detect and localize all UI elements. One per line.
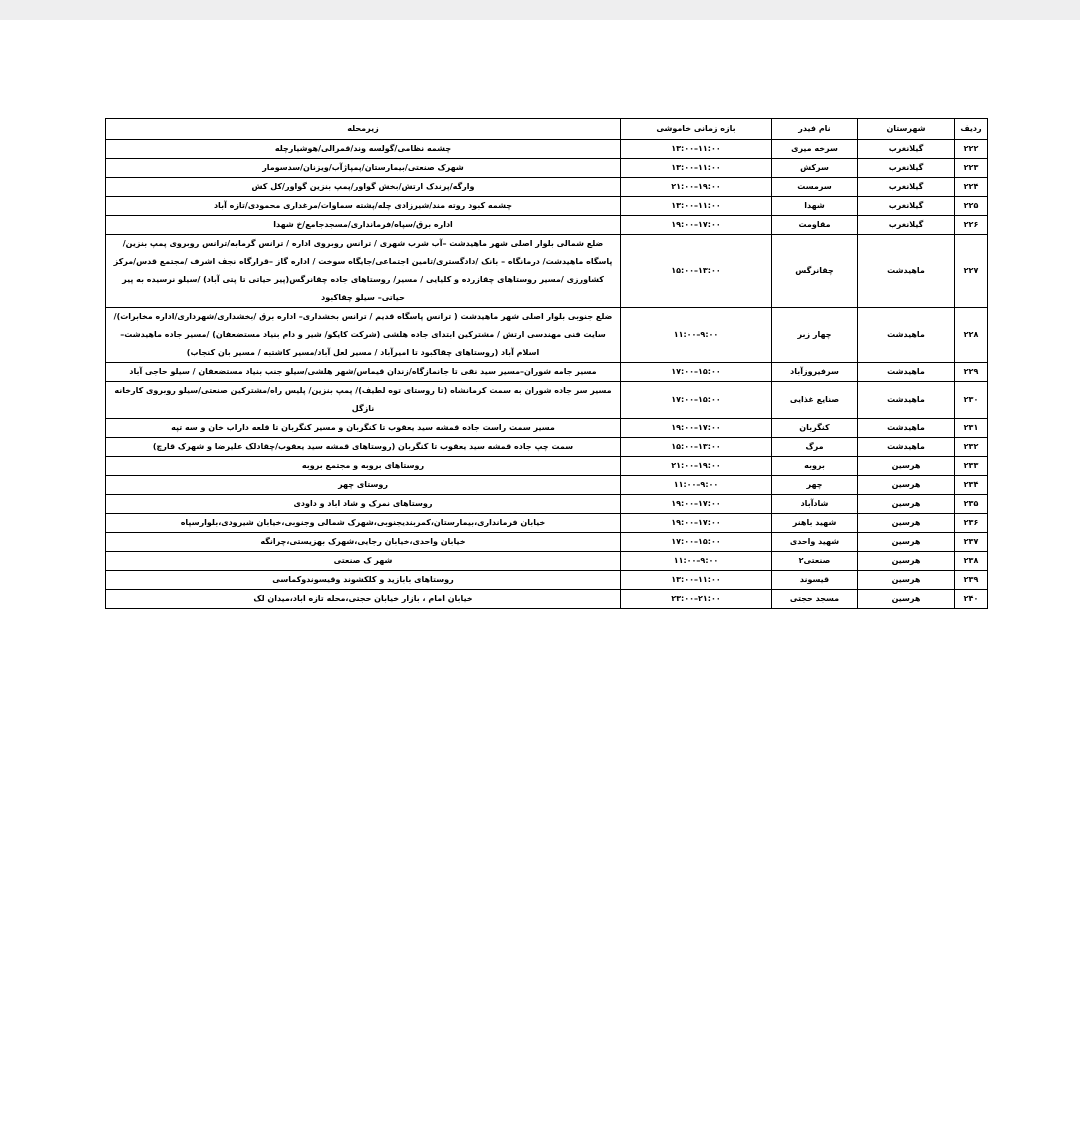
neighborhood-cell: سمت چپ جاده قمشه سید یعقوب تا کنگربان (روستاهای قمشه سید یعقوب/چقادلک علیرضا و شهرک قارچ) — [106, 438, 621, 457]
city-cell: هرسین — [858, 476, 955, 495]
table-row — [106, 571, 988, 590]
outage-time-cell: ۱۹:۰۰–۱۷:۰۰ — [621, 495, 772, 514]
table-row — [106, 159, 988, 178]
city-cell: گیلانغرب — [858, 197, 955, 216]
outage-time-cell: ۲۱:۰۰–۱۹:۰۰ — [621, 178, 772, 197]
outage-time-cell: ۲۳:۰۰–۲۱:۰۰ — [621, 590, 772, 609]
feeder-cell: بروبه — [772, 457, 858, 476]
outage-time-cell: ۱۳:۰۰–۱۱:۰۰ — [621, 197, 772, 216]
table-row — [106, 178, 988, 197]
outage-schedule-table — [105, 118, 988, 609]
feeder-cell: سرکش — [772, 159, 858, 178]
feeder-cell: مقاومت — [772, 216, 858, 235]
row-number-cell: ۲۳۲ — [955, 438, 988, 457]
neighborhood-cell: چشمه کبود روته مند/شیرزادی چله/پشته سماوات/مرغداری محمودی/تازه آباد — [106, 197, 621, 216]
neighborhood-cell: اداره برق/سپاه/فرمانداری/مسجدجامع/خ شهدا — [106, 216, 621, 235]
feeder-cell: چهر — [772, 476, 858, 495]
row-number-cell: ۲۲۳ — [955, 159, 988, 178]
city-cell: هرسین — [858, 533, 955, 552]
outage-time-cell: ۱۷:۰۰–۱۵:۰۰ — [621, 382, 772, 419]
feeder-cell: شهید واحدی — [772, 533, 858, 552]
feeder-cell: سرخه میری — [772, 140, 858, 159]
city-cell: هرسین — [858, 457, 955, 476]
outage-time-cell: ۱۵:۰۰–۱۳:۰۰ — [621, 235, 772, 308]
outage-time-cell: ۱۷:۰۰–۱۵:۰۰ — [621, 533, 772, 552]
neighborhood-cell: روستاهای بروبه و مجتمع بروبه — [106, 457, 621, 476]
neighborhood-cell: ضلع جنوبی بلوار اصلی شهر ماهیدشت ( ترانس پاسگاه قدیم / ترانس بخشداری– اداره برق /بخشداری/شهرداری/اداره مخابرات)/سایت فنی مهندسی ارتش / مشترکین ابتدای جاده هلشی (شرکت کایکو/ شیر و دام بنیاد مستضعفان) /مسیر جاده ماهیدشت–اسلام آباد (روستاهای چقاکبود تا امیرآباد / مسیر لعل آباد/مسیر کاشتبه / مسیر بان کنجاب) — [106, 308, 621, 363]
outage-time-cell: ۱۳:۰۰–۱۱:۰۰ — [621, 140, 772, 159]
table-row — [106, 419, 988, 438]
table-row — [106, 363, 988, 382]
feeder-cell: چهار زبر — [772, 308, 858, 363]
feeder-cell: قیسوند — [772, 571, 858, 590]
row-number-cell: ۲۲۶ — [955, 216, 988, 235]
neighborhood-cell: روستاهای نمرک و شاد اباد و داودی — [106, 495, 621, 514]
row-number-cell: ۲۲۲ — [955, 140, 988, 159]
feeder-cell: چقانرگس — [772, 235, 858, 308]
outage-time-cell: ۱۵:۰۰–۱۳:۰۰ — [621, 438, 772, 457]
header-outage-time: بازه زمانی خاموشی — [621, 119, 772, 140]
row-number-cell: ۲۳۷ — [955, 533, 988, 552]
city-cell: هرسین — [858, 514, 955, 533]
city-cell: ماهیدشت — [858, 382, 955, 419]
city-cell: ماهیدشت — [858, 308, 955, 363]
row-number-cell: ۲۲۵ — [955, 197, 988, 216]
city-cell: هرسین — [858, 590, 955, 609]
header-row-number: ردیف — [955, 119, 988, 140]
outage-time-cell: ۲۱:۰۰–۱۹:۰۰ — [621, 457, 772, 476]
city-cell: ماهیدشت — [858, 438, 955, 457]
outage-time-cell: ۱۱:۰۰–۹:۰۰ — [621, 308, 772, 363]
table-row — [106, 552, 988, 571]
outage-time-cell: ۱۹:۰۰–۱۷:۰۰ — [621, 216, 772, 235]
header-feeder: نام فیدر — [772, 119, 858, 140]
row-number-cell: ۲۳۸ — [955, 552, 988, 571]
table-row — [106, 476, 988, 495]
row-number-cell: ۲۲۷ — [955, 235, 988, 308]
outage-time-cell: ۱۳:۰۰–۱۱:۰۰ — [621, 159, 772, 178]
neighborhood-cell: روستای چهر — [106, 476, 621, 495]
header-neighborhood: زیرمحله — [106, 119, 621, 140]
header-city: شهرستان — [858, 119, 955, 140]
neighborhood-cell: خیابان فرمانداری،بیمارستان،کمربندیجنوبی،شهرک شمالی وجنوبی،خیابان شیرودی،بلوارسپاه — [106, 514, 621, 533]
neighborhood-cell: مسیر سمت راست جاده قمشه سید یعقوب تا کنگربان و مسیر کنگربان تا قلعه داراب خان و سه تپه — [106, 419, 621, 438]
feeder-cell: شهید باهنر — [772, 514, 858, 533]
row-number-cell: ۲۳۹ — [955, 571, 988, 590]
outage-time-cell: ۱۷:۰۰–۱۵:۰۰ — [621, 363, 772, 382]
city-cell: ماهیدشت — [858, 235, 955, 308]
row-number-cell: ۲۳۱ — [955, 419, 988, 438]
row-number-cell: ۲۳۳ — [955, 457, 988, 476]
feeder-cell: کنگربان — [772, 419, 858, 438]
feeder-cell: شهدا — [772, 197, 858, 216]
city-cell: هرسین — [858, 495, 955, 514]
row-number-cell: ۲۲۸ — [955, 308, 988, 363]
neighborhood-cell: وارگه/پرندک ارتش/بخش گواور/پمپ بنزین گواور/کل کش — [106, 178, 621, 197]
table-row — [106, 514, 988, 533]
table-row — [106, 235, 988, 308]
feeder-cell: صنعتی۲ — [772, 552, 858, 571]
neighborhood-cell: مسیر جامه شوران–مسیر سید نقی تا جانمازگاه/زندان قیماس/شهر هلشی/سیلو جنب بنیاد مستضعفان / سیلو حاجی آباد — [106, 363, 621, 382]
table-row — [106, 438, 988, 457]
feeder-cell: مسجد حجتی — [772, 590, 858, 609]
table-row — [106, 140, 988, 159]
feeder-cell: صنایع غذایی — [772, 382, 858, 419]
outage-time-cell: ۱۹:۰۰–۱۷:۰۰ — [621, 419, 772, 438]
neighborhood-cell: خیابان امام ، بازار خیابان حجتی،محله تازه اباد،میدان لک — [106, 590, 621, 609]
row-number-cell: ۲۳۵ — [955, 495, 988, 514]
table-row — [106, 495, 988, 514]
neighborhood-cell: ضلع شمالی بلوار اصلی شهر ماهیدشت –آب شرب شهری / ترانس روبروی اداره / ترانس گرمابه/ترانس روبروی پمپ بنزین/پاسگاه ماهیدشت/ درمانگاه – بانک /دادگستری/تامین اجتماعی/جایگاه سوخت / اداره گاز –قرارگاه نجف اشرف /مجتمع قدس/مرکز کشاورزی /مسیر روستاهای چقازرده و کلیایی / مسیر/ روستاهای جاده چقانرگس(پیر حیاتی تا پتی آباد) /سیلو نرسیده به پیر حیاتی– سیلو چقاکبود — [106, 235, 621, 308]
table-row — [106, 533, 988, 552]
feeder-cell: مرگ — [772, 438, 858, 457]
neighborhood-cell: شهر ک صنعتی — [106, 552, 621, 571]
neighborhood-cell: مسیر سر جاده شوران به سمت کرمانشاه (تا روستای توه لطیف)/ پمپ بنزین/ پلیس راه/مشترکین صنعتی/سیلو روبروی کارخانه نازگل — [106, 382, 621, 419]
table-row — [106, 457, 988, 476]
table-row — [106, 197, 988, 216]
neighborhood-cell: خیابان واحدی،خیابان رجایی،شهرک بهزیستی،چرانگه — [106, 533, 621, 552]
outage-time-cell: ۱۹:۰۰–۱۷:۰۰ — [621, 514, 772, 533]
feeder-cell: سرمست — [772, 178, 858, 197]
neighborhood-cell: روستاهای بابازید و کلکشوند وقیسوندوکماسی — [106, 571, 621, 590]
neighborhood-cell: چشمه نظامی/گولسه وند/قمرالی/هوشیارچله — [106, 140, 621, 159]
feeder-cell: سرفیروزآباد — [772, 363, 858, 382]
city-cell: گیلانغرب — [858, 216, 955, 235]
city-cell: گیلانغرب — [858, 159, 955, 178]
viewer-top-bar — [0, 0, 1080, 20]
table-row — [106, 382, 988, 419]
row-number-cell: ۲۴۰ — [955, 590, 988, 609]
city-cell: گیلانغرب — [858, 140, 955, 159]
row-number-cell: ۲۲۴ — [955, 178, 988, 197]
row-number-cell: ۲۳۴ — [955, 476, 988, 495]
feeder-cell: شادآباد — [772, 495, 858, 514]
city-cell: هرسین — [858, 571, 955, 590]
city-cell: گیلانغرب — [858, 178, 955, 197]
outage-time-cell: ۱۱:۰۰–۹:۰۰ — [621, 552, 772, 571]
city-cell: ماهیدشت — [858, 419, 955, 438]
row-number-cell: ۲۳۶ — [955, 514, 988, 533]
table-row — [106, 216, 988, 235]
row-number-cell: ۲۲۹ — [955, 363, 988, 382]
city-cell: ماهیدشت — [858, 363, 955, 382]
outage-time-cell: ۱۱:۰۰–۹:۰۰ — [621, 476, 772, 495]
table-row — [106, 308, 988, 363]
table-row — [106, 590, 988, 609]
table-header-row — [106, 119, 988, 140]
row-number-cell: ۲۳۰ — [955, 382, 988, 419]
neighborhood-cell: شهرک صنعتی/بیمارستان/پمپاژآب/ویزنان/سدسومار — [106, 159, 621, 178]
outage-time-cell: ۱۳:۰۰–۱۱:۰۰ — [621, 571, 772, 590]
city-cell: هرسین — [858, 552, 955, 571]
